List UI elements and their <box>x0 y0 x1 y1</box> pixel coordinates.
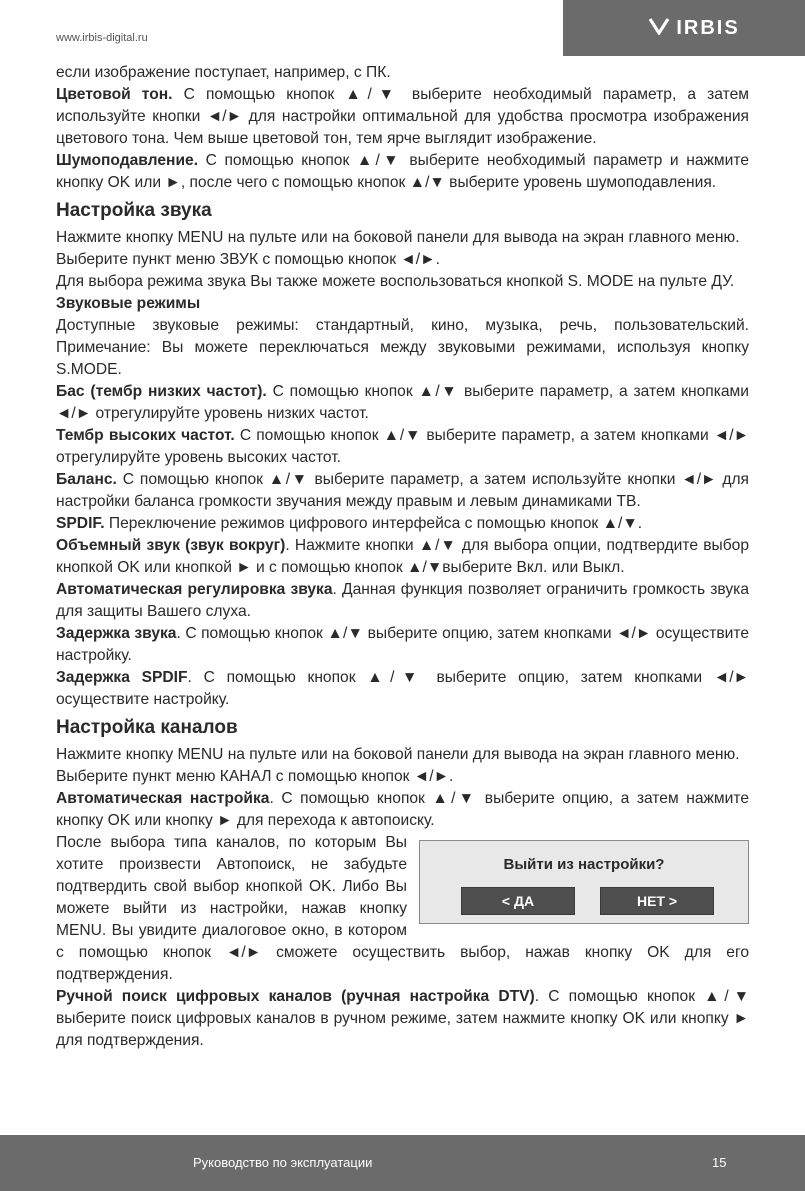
paragraph: Ручной поиск цифровых каналов (ручная настройка DTV). С помощью кнопок ▲/▼ выберите поиск цифровых каналов в ручном режиме, затем нажмите кнопку OK или кнопку ► для подтверждения. <box>56 988 750 1049</box>
dialog-no-button[interactable]: НЕТ > <box>600 887 714 915</box>
section-heading-channels: Настройка каналов <box>56 717 238 738</box>
brand-header <box>563 0 805 56</box>
page-footer <box>0 1135 805 1191</box>
paragraph: Автоматическая настройка. С помощью кнопок ▲/▼ выберите опцию, а затем нажмите кнопку OK или кнопку ► для перехода к автопоиску. <box>56 790 749 829</box>
brand-logo-text: IRBIS <box>676 16 740 39</box>
subheading-sound-modes: Звуковые режимы <box>56 295 201 312</box>
paragraph: Для выбора режима звука Вы также можете воспользоваться кнопкой S. MODE на пульте ДУ. <box>56 273 735 290</box>
website-url: www.irbis-digital.ru <box>56 32 148 44</box>
paragraph: Нажмите кнопку MENU на пульте или на боковой панели для вывода на экран главного меню. <box>56 746 740 763</box>
irbis-logo-icon <box>648 17 670 40</box>
footer-title: Руководство по эксплуатации <box>193 1155 373 1170</box>
paragraph: Баланс. С помощью кнопок ▲/▼ выберите параметр, а затем используйте кнопки ◄/► для настройки баланса громкости звучания между правым и левым динамиками ТВ. <box>56 471 749 510</box>
paragraph: Доступные звуковые режимы: стандартный, кино, музыка, речь, пользовательский. Примечание: Вы можете переключаться между звуковыми режимами, используя кнопку S.MODE. <box>56 317 749 378</box>
paragraph: Нажмите кнопку MENU на пульте или на боковой панели для вывода на экран главного меню. <box>56 229 740 246</box>
paragraph: Бас (тембр низких частот). С помощью кнопок ▲/▼ выберите параметр, а затем кнопками ◄/► отрегулируйте уровень низких частот. <box>56 383 749 422</box>
exit-setup-dialog <box>419 840 749 924</box>
paragraph: Задержка звука. С помощью кнопок ▲/▼ выберите опцию, затем кнопками ◄/► осуществите настройку. <box>56 625 749 664</box>
dialog-title: Выйти из настройки? <box>503 856 665 873</box>
paragraph: SPDIF. Переключение режимов цифрового интерфейса с помощью кнопок ▲/▼. <box>56 515 643 532</box>
section-heading-sound: Настройка звука <box>56 200 212 221</box>
paragraph: Тембр высоких частот. С помощью кнопок ▲/▼ выберите параметр, а затем кнопками ◄/► отрегулируйте уровень высоких частот. <box>56 427 749 466</box>
page-content <box>56 62 749 1052</box>
paragraph: Выберите пункт меню ЗВУК с помощью кнопок ◄/►. <box>56 251 440 268</box>
dialog-yes-button[interactable]: < ДА <box>461 887 575 915</box>
paragraph: Выберите пункт меню КАНАЛ с помощью кнопок ◄/►. <box>56 768 454 785</box>
paragraph: Шумоподавление. С помощью кнопок ▲/▼ выберите необходимый параметр и нажмите кнопку OK или ►, после чего с помощью кнопок ▲/▼ выберите уровень шумоподавления. <box>56 152 749 191</box>
paragraph: Объемный звук (звук вокруг). Нажмите кнопки ▲/▼ для выбора опции, подтвердите выбор кнопкой OK или кнопкой ► и с помощью кнопок ▲/▼выберите Вкл. или Выкл. <box>56 537 749 576</box>
paragraph: Автоматическая регулировка звука. Данная функция позволяет ограничить громкость звука для защиты Вашего слуха. <box>56 581 749 620</box>
paragraph: После выбора типа каналов, по которым Вы хотите произвести Автопоиск, не забудьте подтвердить свой выбор кнопкой OK. Либо Вы можете выйти из настройки, нажав кнопку MENU. Вы увидите диалоговое окно, в котором с помощью кнопок ◄/► сможете осуществить выбор, нажав кнопку OK для его подтверждения. <box>56 834 749 983</box>
paragraph: если изображение поступает, например, с ПК. <box>56 64 391 81</box>
paragraph: Задержка SPDIF. С помощью кнопок ▲/▼ выберите опцию, затем кнопками ◄/► осуществите настройку. <box>56 669 749 708</box>
page-number: 15 <box>712 1155 727 1170</box>
paragraph: Цветовой тон. С помощью кнопок ▲/▼ выберите необходимый параметр, а затем используйте кнопки ◄/► для настройки оптимальной для удобства просмотра изображения цветового тона. Чем выше цветовой тон, тем ярче выглядит изображение. <box>56 86 749 147</box>
